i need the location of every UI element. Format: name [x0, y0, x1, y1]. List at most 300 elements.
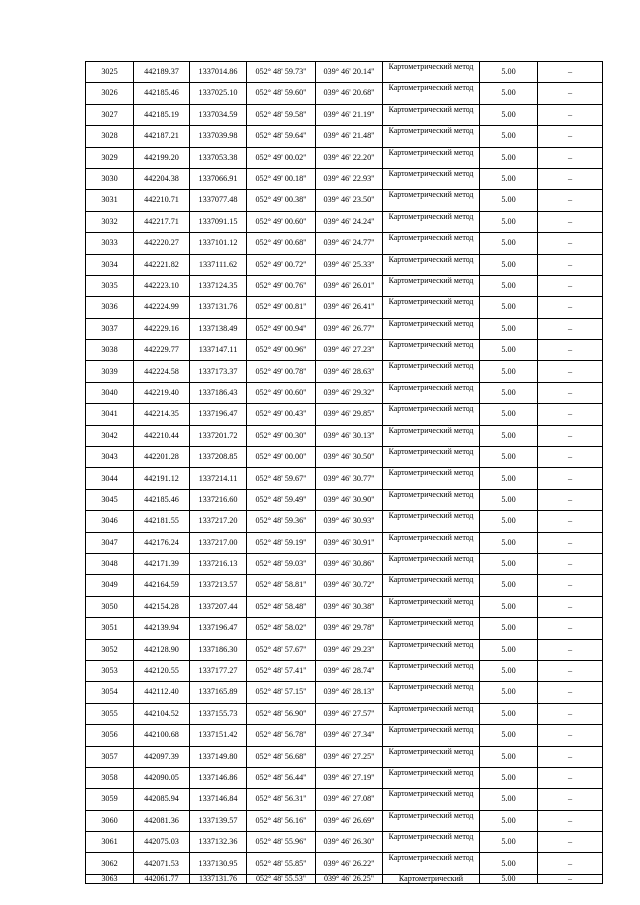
latitude-cell: 052° 48' 55.53" [247, 874, 316, 883]
table-row [86, 62, 603, 83]
coordinates-table [85, 61, 603, 884]
latitude-cell: 052° 48' 56.16" [247, 810, 316, 831]
y-coordinate-cell: 1337186.30 [190, 639, 247, 660]
accuracy-cell: 5.00 [480, 404, 538, 425]
description-cell: – [538, 853, 603, 874]
x-coordinate-cell: 442171.39 [134, 553, 190, 574]
point-number-cell: 3028 [86, 126, 134, 147]
x-coordinate-cell: 442224.99 [134, 297, 190, 318]
method-cell: Картометрический метод [383, 211, 480, 232]
y-coordinate-cell: 1337216.13 [190, 553, 247, 574]
method-cell: Картометрический метод [383, 639, 480, 660]
description-cell: – [538, 83, 603, 104]
accuracy-cell: 5.00 [480, 275, 538, 296]
method-cell: Картометрический метод [383, 725, 480, 746]
method-cell: Картометрический метод [383, 703, 480, 724]
y-coordinate-cell: 1337146.84 [190, 789, 247, 810]
latitude-cell: 052° 48' 59.49" [247, 489, 316, 510]
table-row [86, 874, 603, 883]
accuracy-cell: 5.00 [480, 233, 538, 254]
x-coordinate-cell: 442217.71 [134, 211, 190, 232]
description-cell: – [538, 639, 603, 660]
latitude-cell: 052° 48' 58.02" [247, 618, 316, 639]
accuracy-cell: 5.00 [480, 618, 538, 639]
latitude-cell: 052° 48' 59.67" [247, 468, 316, 489]
method-cell: Картометрический метод [383, 682, 480, 703]
y-coordinate-cell: 1337201.72 [190, 425, 247, 446]
x-coordinate-cell: 442229.77 [134, 340, 190, 361]
description-cell: – [538, 575, 603, 596]
description-cell: – [538, 168, 603, 189]
table-row [86, 382, 603, 403]
longitude-cell: 039° 46' 25.33" [316, 254, 383, 275]
latitude-cell: 052° 48' 59.36" [247, 511, 316, 532]
description-cell: – [538, 489, 603, 510]
point-number-cell: 3039 [86, 361, 134, 382]
y-coordinate-cell: 1337039.98 [190, 126, 247, 147]
longitude-cell: 039° 46' 30.91" [316, 532, 383, 553]
accuracy-cell: 5.00 [480, 553, 538, 574]
longitude-cell: 039° 46' 27.57" [316, 703, 383, 724]
table-row [86, 789, 603, 810]
point-number-cell: 3042 [86, 425, 134, 446]
table-row [86, 575, 603, 596]
longitude-cell: 039° 46' 28.63" [316, 361, 383, 382]
x-coordinate-cell: 442120.55 [134, 660, 190, 681]
latitude-cell: 052° 48' 57.67" [247, 639, 316, 660]
longitude-cell: 039° 46' 27.19" [316, 767, 383, 788]
latitude-cell: 052° 48' 55.85" [247, 853, 316, 874]
accuracy-cell: 5.00 [480, 746, 538, 767]
description-cell: – [538, 703, 603, 724]
x-coordinate-cell: 442219.40 [134, 382, 190, 403]
method-cell: Картометрический метод [383, 553, 480, 574]
description-cell: – [538, 147, 603, 168]
accuracy-cell: 5.00 [480, 853, 538, 874]
point-number-cell: 3058 [86, 767, 134, 788]
description-cell: – [538, 425, 603, 446]
accuracy-cell: 5.00 [480, 832, 538, 853]
point-number-cell: 3029 [86, 147, 134, 168]
point-number-cell: 3030 [86, 168, 134, 189]
x-coordinate-cell: 442100.68 [134, 725, 190, 746]
point-number-cell: 3048 [86, 553, 134, 574]
method-cell: Картометрический метод [383, 83, 480, 104]
x-coordinate-cell: 442201.28 [134, 447, 190, 468]
latitude-cell: 052° 48' 59.73" [247, 62, 316, 83]
description-cell: – [538, 297, 603, 318]
accuracy-cell: 5.00 [480, 682, 538, 703]
longitude-cell: 039° 46' 29.85" [316, 404, 383, 425]
accuracy-cell: 5.00 [480, 211, 538, 232]
accuracy-cell: 5.00 [480, 126, 538, 147]
table-row [86, 767, 603, 788]
description-cell: – [538, 874, 603, 883]
description-cell: – [538, 767, 603, 788]
longitude-cell: 039° 46' 27.25" [316, 746, 383, 767]
accuracy-cell: 5.00 [480, 190, 538, 211]
longitude-cell: 039° 46' 21.19" [316, 104, 383, 125]
longitude-cell: 039° 46' 23.50" [316, 190, 383, 211]
point-number-cell: 3053 [86, 660, 134, 681]
latitude-cell: 052° 49' 00.38" [247, 190, 316, 211]
point-number-cell: 3037 [86, 318, 134, 339]
description-cell: – [538, 832, 603, 853]
method-cell: Картометрический метод [383, 318, 480, 339]
latitude-cell: 052° 49' 00.30" [247, 425, 316, 446]
point-number-cell: 3044 [86, 468, 134, 489]
y-coordinate-cell: 1337139.57 [190, 810, 247, 831]
table-row [86, 832, 603, 853]
longitude-cell: 039° 46' 29.23" [316, 639, 383, 660]
longitude-cell: 039° 46' 20.68" [316, 83, 383, 104]
x-coordinate-cell: 442085.94 [134, 789, 190, 810]
description-cell: – [538, 254, 603, 275]
point-number-cell: 3033 [86, 233, 134, 254]
y-coordinate-cell: 1337124.35 [190, 275, 247, 296]
method-cell: Картометрический метод [383, 126, 480, 147]
method-cell: Картометрический метод [383, 832, 480, 853]
method-cell: Картометрический метод [383, 575, 480, 596]
x-coordinate-cell: 442097.39 [134, 746, 190, 767]
table-row [86, 126, 603, 147]
point-number-cell: 3032 [86, 211, 134, 232]
method-cell: Картометрический метод [383, 340, 480, 361]
description-cell: – [538, 447, 603, 468]
point-number-cell: 3040 [86, 382, 134, 403]
x-coordinate-cell: 442081.36 [134, 810, 190, 831]
latitude-cell: 052° 48' 59.58" [247, 104, 316, 125]
longitude-cell: 039° 46' 27.34" [316, 725, 383, 746]
method-cell: Картометрический метод [383, 489, 480, 510]
description-cell: – [538, 104, 603, 125]
longitude-cell: 039° 46' 20.14" [316, 62, 383, 83]
method-cell: Картометрический метод [383, 147, 480, 168]
accuracy-cell: 5.00 [480, 425, 538, 446]
x-coordinate-cell: 442214.35 [134, 404, 190, 425]
method-cell: Картометрический метод [383, 254, 480, 275]
method-cell: Картометрический метод [383, 233, 480, 254]
method-cell: Картометрический метод [383, 618, 480, 639]
longitude-cell: 039° 46' 28.74" [316, 660, 383, 681]
x-coordinate-cell: 442223.10 [134, 275, 190, 296]
table-row [86, 254, 603, 275]
longitude-cell: 039° 46' 26.41" [316, 297, 383, 318]
description-cell: – [538, 404, 603, 425]
description-cell: – [538, 746, 603, 767]
accuracy-cell: 5.00 [480, 340, 538, 361]
table-row [86, 853, 603, 874]
point-number-cell: 3060 [86, 810, 134, 831]
point-number-cell: 3035 [86, 275, 134, 296]
table-body [86, 62, 603, 884]
y-coordinate-cell: 1337207.44 [190, 596, 247, 617]
table-row [86, 489, 603, 510]
longitude-cell: 039° 46' 28.13" [316, 682, 383, 703]
table-row [86, 190, 603, 211]
point-number-cell: 3025 [86, 62, 134, 83]
x-coordinate-cell: 442128.90 [134, 639, 190, 660]
method-cell: Картометрический метод [383, 425, 480, 446]
accuracy-cell: 5.00 [480, 254, 538, 275]
description-cell: – [538, 190, 603, 211]
x-coordinate-cell: 442071.53 [134, 853, 190, 874]
latitude-cell: 052° 48' 56.90" [247, 703, 316, 724]
method-cell: Картометрический метод [383, 297, 480, 318]
latitude-cell: 052° 49' 00.78" [247, 361, 316, 382]
longitude-cell: 039° 46' 30.13" [316, 425, 383, 446]
latitude-cell: 052° 48' 59.64" [247, 126, 316, 147]
x-coordinate-cell: 442221.82 [134, 254, 190, 275]
accuracy-cell: 5.00 [480, 104, 538, 125]
method-cell: Картометрический метод [383, 468, 480, 489]
table-row [86, 703, 603, 724]
longitude-cell: 039° 46' 26.77" [316, 318, 383, 339]
y-coordinate-cell: 1337132.36 [190, 832, 247, 853]
y-coordinate-cell: 1337131.76 [190, 874, 247, 883]
latitude-cell: 052° 49' 00.72" [247, 254, 316, 275]
point-number-cell: 3041 [86, 404, 134, 425]
x-coordinate-cell: 442204.38 [134, 168, 190, 189]
point-number-cell: 3027 [86, 104, 134, 125]
x-coordinate-cell: 442181.55 [134, 511, 190, 532]
accuracy-cell: 5.00 [480, 489, 538, 510]
x-coordinate-cell: 442154.28 [134, 596, 190, 617]
longitude-cell: 039° 46' 30.90" [316, 489, 383, 510]
table-row [86, 147, 603, 168]
table-row [86, 532, 603, 553]
method-cell: Картометрический метод [383, 596, 480, 617]
x-coordinate-cell: 442104.52 [134, 703, 190, 724]
method-cell: Картометрический метод [383, 660, 480, 681]
point-number-cell: 3055 [86, 703, 134, 724]
y-coordinate-cell: 1337196.47 [190, 618, 247, 639]
description-cell: – [538, 789, 603, 810]
description-cell: – [538, 660, 603, 681]
x-coordinate-cell: 442199.20 [134, 147, 190, 168]
table-row [86, 340, 603, 361]
x-coordinate-cell: 442210.71 [134, 190, 190, 211]
longitude-cell: 039° 46' 30.86" [316, 553, 383, 574]
accuracy-cell: 5.00 [480, 62, 538, 83]
point-number-cell: 3031 [86, 190, 134, 211]
point-number-cell: 3046 [86, 511, 134, 532]
accuracy-cell: 5.00 [480, 596, 538, 617]
table-row [86, 447, 603, 468]
method-cell: Картометрический метод [383, 104, 480, 125]
description-cell: – [538, 233, 603, 254]
longitude-cell: 039° 46' 27.08" [316, 789, 383, 810]
x-coordinate-cell: 442176.24 [134, 532, 190, 553]
latitude-cell: 052° 49' 00.76" [247, 275, 316, 296]
description-cell: – [538, 725, 603, 746]
table-row [86, 233, 603, 254]
latitude-cell: 052° 48' 56.78" [247, 725, 316, 746]
x-coordinate-cell: 442164.59 [134, 575, 190, 596]
table-row [86, 810, 603, 831]
table-row [86, 746, 603, 767]
latitude-cell: 052° 48' 58.81" [247, 575, 316, 596]
y-coordinate-cell: 1337213.57 [190, 575, 247, 596]
description-cell: – [538, 275, 603, 296]
table-row [86, 511, 603, 532]
method-cell: Картометрический метод [383, 532, 480, 553]
x-coordinate-cell: 442210.44 [134, 425, 190, 446]
method-cell: Картометрический метод [383, 511, 480, 532]
accuracy-cell: 5.00 [480, 318, 538, 339]
table-row [86, 404, 603, 425]
accuracy-cell: 5.00 [480, 660, 538, 681]
accuracy-cell: 5.00 [480, 297, 538, 318]
latitude-cell: 052° 48' 57.15" [247, 682, 316, 703]
point-number-cell: 3061 [86, 832, 134, 853]
table-row [86, 275, 603, 296]
table-row [86, 596, 603, 617]
table-row [86, 361, 603, 382]
table-row [86, 639, 603, 660]
longitude-cell: 039° 46' 30.77" [316, 468, 383, 489]
y-coordinate-cell: 1337053.38 [190, 147, 247, 168]
x-coordinate-cell: 442220.27 [134, 233, 190, 254]
point-number-cell: 3057 [86, 746, 134, 767]
method-cell: Картометрический метод [383, 789, 480, 810]
description-cell: – [538, 62, 603, 83]
point-number-cell: 3038 [86, 340, 134, 361]
accuracy-cell: 5.00 [480, 725, 538, 746]
accuracy-cell: 5.00 [480, 767, 538, 788]
longitude-cell: 039° 46' 26.30" [316, 832, 383, 853]
point-number-cell: 3036 [86, 297, 134, 318]
x-coordinate-cell: 442191.12 [134, 468, 190, 489]
longitude-cell: 039° 46' 27.23" [316, 340, 383, 361]
table-row [86, 83, 603, 104]
x-coordinate-cell: 442229.16 [134, 318, 190, 339]
y-coordinate-cell: 1337014.86 [190, 62, 247, 83]
latitude-cell: 052° 48' 56.44" [247, 767, 316, 788]
point-number-cell: 3051 [86, 618, 134, 639]
point-number-cell: 3043 [86, 447, 134, 468]
longitude-cell: 039° 46' 24.77" [316, 233, 383, 254]
accuracy-cell: 5.00 [480, 468, 538, 489]
y-coordinate-cell: 1337186.43 [190, 382, 247, 403]
y-coordinate-cell: 1337130.95 [190, 853, 247, 874]
description-cell: – [538, 810, 603, 831]
longitude-cell: 039° 46' 30.38" [316, 596, 383, 617]
y-coordinate-cell: 1337208.85 [190, 447, 247, 468]
y-coordinate-cell: 1337146.86 [190, 767, 247, 788]
description-cell: – [538, 618, 603, 639]
longitude-cell: 039° 46' 26.22" [316, 853, 383, 874]
longitude-cell: 039° 46' 30.72" [316, 575, 383, 596]
longitude-cell: 039° 46' 30.93" [316, 511, 383, 532]
y-coordinate-cell: 1337149.80 [190, 746, 247, 767]
latitude-cell: 052° 49' 00.68" [247, 233, 316, 254]
latitude-cell: 052° 48' 57.41" [247, 660, 316, 681]
point-number-cell: 3056 [86, 725, 134, 746]
y-coordinate-cell: 1337101.12 [190, 233, 247, 254]
latitude-cell: 052° 49' 00.43" [247, 404, 316, 425]
method-cell: Картометрический метод [383, 62, 480, 83]
description-cell: – [538, 468, 603, 489]
longitude-cell: 039° 46' 26.25" [316, 874, 383, 883]
point-number-cell: 3026 [86, 83, 134, 104]
point-number-cell: 3050 [86, 596, 134, 617]
y-coordinate-cell: 1337196.47 [190, 404, 247, 425]
accuracy-cell: 5.00 [480, 447, 538, 468]
point-number-cell: 3062 [86, 853, 134, 874]
table-row [86, 468, 603, 489]
longitude-cell: 039° 46' 29.32" [316, 382, 383, 403]
latitude-cell: 052° 48' 56.31" [247, 789, 316, 810]
description-cell: – [538, 211, 603, 232]
x-coordinate-cell: 442090.05 [134, 767, 190, 788]
description-cell: – [538, 532, 603, 553]
accuracy-cell: 5.00 [480, 147, 538, 168]
y-coordinate-cell: 1337217.00 [190, 532, 247, 553]
y-coordinate-cell: 1337147.11 [190, 340, 247, 361]
y-coordinate-cell: 1337066.91 [190, 168, 247, 189]
table-row [86, 104, 603, 125]
latitude-cell: 052° 49' 00.02" [247, 147, 316, 168]
method-cell: Картометрический метод [383, 168, 480, 189]
accuracy-cell: 5.00 [480, 532, 538, 553]
accuracy-cell: 5.00 [480, 703, 538, 724]
table-row [86, 211, 603, 232]
latitude-cell: 052° 49' 00.18" [247, 168, 316, 189]
y-coordinate-cell: 1337077.48 [190, 190, 247, 211]
latitude-cell: 052° 49' 00.00" [247, 447, 316, 468]
y-coordinate-cell: 1337165.89 [190, 682, 247, 703]
accuracy-cell: 5.00 [480, 575, 538, 596]
y-coordinate-cell: 1337131.76 [190, 297, 247, 318]
description-cell: – [538, 382, 603, 403]
y-coordinate-cell: 1337025.10 [190, 83, 247, 104]
method-cell: Картометрический метод [383, 810, 480, 831]
table-row [86, 318, 603, 339]
description-cell: – [538, 340, 603, 361]
x-coordinate-cell: 442075.03 [134, 832, 190, 853]
y-coordinate-cell: 1337138.49 [190, 318, 247, 339]
description-cell: – [538, 682, 603, 703]
accuracy-cell: 5.00 [480, 168, 538, 189]
x-coordinate-cell: 442139.94 [134, 618, 190, 639]
method-cell: Картометрический метод [383, 746, 480, 767]
x-coordinate-cell: 442185.46 [134, 83, 190, 104]
description-cell: – [538, 361, 603, 382]
table-row [86, 168, 603, 189]
x-coordinate-cell: 442189.37 [134, 62, 190, 83]
latitude-cell: 052° 48' 55.96" [247, 832, 316, 853]
accuracy-cell: 5.00 [480, 639, 538, 660]
point-number-cell: 3034 [86, 254, 134, 275]
method-cell: Картометрический метод [383, 361, 480, 382]
method-cell: Картометрический метод [383, 382, 480, 403]
table-row [86, 618, 603, 639]
description-cell: – [538, 596, 603, 617]
accuracy-cell: 5.00 [480, 511, 538, 532]
method-cell: Картометрический [383, 874, 480, 883]
x-coordinate-cell: 442185.19 [134, 104, 190, 125]
method-cell: Картометрический метод [383, 404, 480, 425]
latitude-cell: 052° 48' 59.19" [247, 532, 316, 553]
y-coordinate-cell: 1337091.15 [190, 211, 247, 232]
y-coordinate-cell: 1337214.11 [190, 468, 247, 489]
table-row [86, 725, 603, 746]
description-cell: – [538, 553, 603, 574]
y-coordinate-cell: 1337151.42 [190, 725, 247, 746]
latitude-cell: 052° 49' 00.96" [247, 340, 316, 361]
y-coordinate-cell: 1337111.62 [190, 254, 247, 275]
